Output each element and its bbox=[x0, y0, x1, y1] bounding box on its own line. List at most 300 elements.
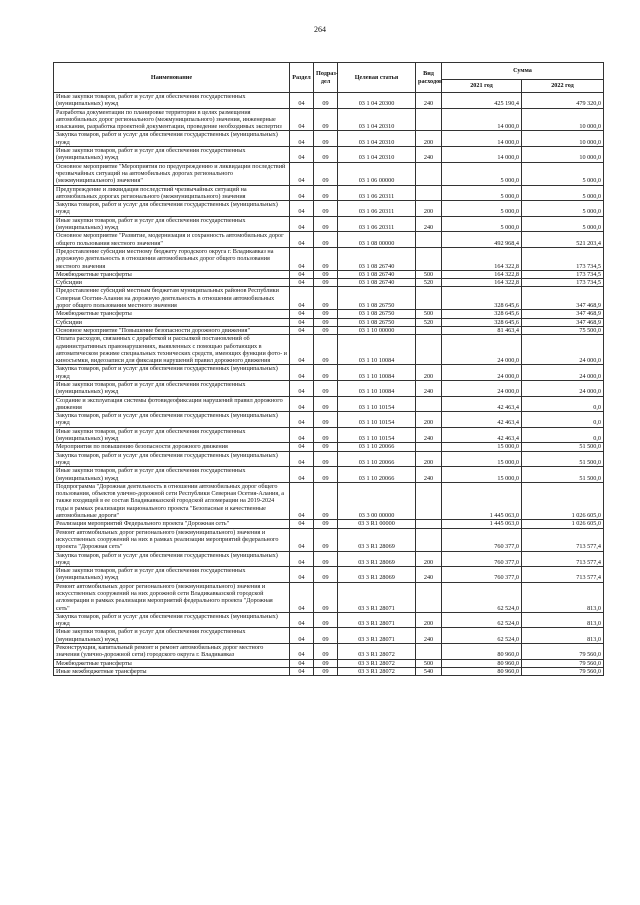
table-row bbox=[54, 427, 604, 443]
cell-sum-2022: 51 500,0 bbox=[522, 467, 604, 483]
cell-sum-2022: 5 000,0 bbox=[522, 162, 604, 185]
cell-sum-2021: 14 000,0 bbox=[442, 131, 522, 147]
cell-sum-2021: 62 524,0 bbox=[442, 582, 522, 612]
cell-name: Закупка товаров, работ и услуг для обеспечения государственных (муниципальных) нужд bbox=[54, 451, 290, 467]
header-expense-type: Вид расходов bbox=[416, 63, 442, 93]
cell-sum-2022: 79 560,0 bbox=[522, 644, 604, 660]
table-row bbox=[54, 216, 604, 232]
cell-expense-type: 240 bbox=[416, 467, 442, 483]
cell-expense-type: 200 bbox=[416, 551, 442, 567]
cell-sum-2022: 173 734,5 bbox=[522, 270, 604, 278]
cell-section: 04 bbox=[290, 335, 314, 365]
table-row bbox=[54, 108, 604, 131]
cell-expense-type bbox=[416, 287, 442, 310]
cell-subsection: 09 bbox=[314, 659, 338, 667]
table-row bbox=[54, 467, 604, 483]
cell-name: Закупка товаров, работ и услуг для обеспечения государственных (муниципальных) нужд bbox=[54, 131, 290, 147]
cell-sum-2021: 14 000,0 bbox=[442, 147, 522, 163]
cell-sum-2021: 425 190,4 bbox=[442, 93, 522, 109]
cell-subsection: 09 bbox=[314, 482, 338, 519]
cell-section: 04 bbox=[290, 451, 314, 467]
cell-expense-type: 500 bbox=[416, 270, 442, 278]
cell-target-article: 03 3 R1 28072 bbox=[338, 667, 416, 675]
cell-target-article: 03 3 R1 28071 bbox=[338, 628, 416, 644]
table-row bbox=[54, 482, 604, 519]
cell-target-article: 03 3 R1 00000 bbox=[338, 520, 416, 528]
cell-name: Создание и эксплуатация системы фотовидеофиксации нарушений правил дорожного движения bbox=[54, 396, 290, 412]
cell-expense-type: 240 bbox=[416, 93, 442, 109]
cell-sum-2021: 492 968,4 bbox=[442, 232, 522, 248]
cell-expense-type: 200 bbox=[416, 412, 442, 428]
cell-name: Иные закупки товаров, работ и услуг для обеспечения государственных (муниципальных) нужд bbox=[54, 380, 290, 396]
cell-name: Иные закупки товаров, работ и услуг для обеспечения государственных (муниципальных) нужд bbox=[54, 628, 290, 644]
table-row bbox=[54, 93, 604, 109]
cell-sum-2021: 5 000,0 bbox=[442, 201, 522, 217]
cell-section: 04 bbox=[290, 412, 314, 428]
cell-subsection: 09 bbox=[314, 380, 338, 396]
budget-table bbox=[53, 62, 604, 676]
cell-expense-type: 520 bbox=[416, 279, 442, 287]
table-row bbox=[54, 279, 604, 287]
cell-expense-type: 200 bbox=[416, 612, 442, 628]
table-row bbox=[54, 582, 604, 612]
cell-expense-type bbox=[416, 582, 442, 612]
cell-subsection: 09 bbox=[314, 318, 338, 326]
table-row bbox=[54, 667, 604, 675]
cell-name: Субсидии bbox=[54, 318, 290, 326]
cell-sum-2022: 51 500,0 bbox=[522, 451, 604, 467]
cell-sum-2022: 10 000,0 bbox=[522, 147, 604, 163]
cell-sum-2021: 42 463,4 bbox=[442, 412, 522, 428]
cell-name: Основное мероприятие "Повышение безопасности дорожного движения" bbox=[54, 326, 290, 334]
cell-subsection: 09 bbox=[314, 644, 338, 660]
cell-section: 04 bbox=[290, 582, 314, 612]
cell-subsection: 09 bbox=[314, 147, 338, 163]
cell-section: 04 bbox=[290, 482, 314, 519]
cell-sum-2022: 813,0 bbox=[522, 628, 604, 644]
cell-name: Межбюджетные трансферты bbox=[54, 659, 290, 667]
header-sum: Сумма bbox=[442, 63, 604, 80]
cell-subsection: 09 bbox=[314, 427, 338, 443]
cell-name: Закупка товаров, работ и услуг для обеспечения государственных (муниципальных) нужд bbox=[54, 201, 290, 217]
cell-subsection: 09 bbox=[314, 528, 338, 551]
cell-section: 04 bbox=[290, 567, 314, 583]
cell-subsection: 09 bbox=[314, 667, 338, 675]
cell-sum-2022: 79 560,0 bbox=[522, 659, 604, 667]
cell-subsection: 09 bbox=[314, 310, 338, 318]
cell-target-article: 03 1 06 20311 bbox=[338, 201, 416, 217]
table-row bbox=[54, 551, 604, 567]
cell-subsection: 09 bbox=[314, 287, 338, 310]
cell-section: 04 bbox=[290, 365, 314, 381]
cell-subsection: 09 bbox=[314, 467, 338, 483]
cell-sum-2022: 713 577,4 bbox=[522, 528, 604, 551]
cell-sum-2021: 164 322,8 bbox=[442, 270, 522, 278]
cell-target-article: 03 1 08 26750 bbox=[338, 318, 416, 326]
cell-sum-2022: 713 577,4 bbox=[522, 567, 604, 583]
cell-name: Иные межбюджетные трансферты bbox=[54, 667, 290, 675]
cell-subsection: 09 bbox=[314, 131, 338, 147]
cell-expense-type: 240 bbox=[416, 216, 442, 232]
cell-section: 04 bbox=[290, 467, 314, 483]
cell-sum-2021: 24 000,0 bbox=[442, 380, 522, 396]
cell-expense-type bbox=[416, 247, 442, 270]
cell-sum-2021: 80 960,0 bbox=[442, 667, 522, 675]
cell-section: 04 bbox=[290, 380, 314, 396]
cell-sum-2021: 24 000,0 bbox=[442, 335, 522, 365]
table-row bbox=[54, 628, 604, 644]
cell-sum-2022: 479 320,0 bbox=[522, 93, 604, 109]
cell-expense-type bbox=[416, 443, 442, 451]
table-row bbox=[54, 659, 604, 667]
cell-sum-2021: 5 000,0 bbox=[442, 216, 522, 232]
cell-subsection: 09 bbox=[314, 365, 338, 381]
table-row bbox=[54, 162, 604, 185]
cell-section: 04 bbox=[290, 659, 314, 667]
cell-sum-2021: 14 000,0 bbox=[442, 108, 522, 131]
cell-subsection: 09 bbox=[314, 247, 338, 270]
cell-expense-type bbox=[416, 185, 442, 201]
cell-expense-type: 500 bbox=[416, 310, 442, 318]
cell-name: Реализация мероприятий Федерального проекта "Дорожная сеть" bbox=[54, 520, 290, 528]
cell-section: 04 bbox=[290, 185, 314, 201]
cell-target-article: 03 1 10 20066 bbox=[338, 451, 416, 467]
cell-name: Субсидии bbox=[54, 279, 290, 287]
cell-name: Подпрограмма "Дорожная деятельность в отношении автомобильных дорог общего пользования, объектов улично-дорожной сети Республики Северная Осетия-Алания, а также входящей в ее состав Владикавказской городской агломерации на 2019-2024 годы в рамках реализации национального проекта "Безопасные и качественные автомобильные дороги" bbox=[54, 482, 290, 519]
cell-expense-type bbox=[416, 528, 442, 551]
cell-section: 04 bbox=[290, 427, 314, 443]
cell-subsection: 09 bbox=[314, 279, 338, 287]
cell-name: Иные закупки товаров, работ и услуг для обеспечения государственных (муниципальных) нужд bbox=[54, 427, 290, 443]
table-row bbox=[54, 147, 604, 163]
cell-subsection: 09 bbox=[314, 412, 338, 428]
table-header-row bbox=[54, 63, 604, 80]
cell-section: 04 bbox=[290, 279, 314, 287]
cell-name: Закупка товаров, работ и услуг для обеспечения государственных (муниципальных) нужд bbox=[54, 551, 290, 567]
cell-section: 04 bbox=[290, 247, 314, 270]
cell-expense-type bbox=[416, 162, 442, 185]
cell-subsection: 09 bbox=[314, 443, 338, 451]
cell-subsection: 09 bbox=[314, 551, 338, 567]
cell-name: Иные закупки товаров, работ и услуг для обеспечения государственных (муниципальных) нужд bbox=[54, 93, 290, 109]
cell-sum-2022: 347 468,9 bbox=[522, 310, 604, 318]
cell-sum-2022: 79 560,0 bbox=[522, 667, 604, 675]
cell-section: 04 bbox=[290, 93, 314, 109]
cell-section: 04 bbox=[290, 216, 314, 232]
header-section: Раздел bbox=[290, 63, 314, 93]
table-row bbox=[54, 335, 604, 365]
cell-sum-2021: 80 960,0 bbox=[442, 644, 522, 660]
table-row bbox=[54, 520, 604, 528]
cell-target-article: 03 3 R1 28069 bbox=[338, 567, 416, 583]
cell-subsection: 09 bbox=[314, 108, 338, 131]
table-row bbox=[54, 131, 604, 147]
cell-section: 04 bbox=[290, 628, 314, 644]
cell-sum-2021: 328 645,6 bbox=[442, 310, 522, 318]
page-number: 264 bbox=[314, 25, 326, 34]
cell-target-article: 03 1 10 00000 bbox=[338, 326, 416, 334]
cell-target-article: 03 1 10 20066 bbox=[338, 443, 416, 451]
cell-target-article: 03 3 R1 28069 bbox=[338, 528, 416, 551]
cell-sum-2022: 24 000,0 bbox=[522, 365, 604, 381]
cell-sum-2021: 62 524,0 bbox=[442, 628, 522, 644]
cell-name: Иные закупки товаров, работ и услуг для обеспечения государственных (муниципальных) нужд bbox=[54, 567, 290, 583]
cell-expense-type bbox=[416, 520, 442, 528]
cell-target-article: 03 1 08 26740 bbox=[338, 279, 416, 287]
cell-subsection: 09 bbox=[314, 396, 338, 412]
cell-target-article: 03 1 06 20311 bbox=[338, 185, 416, 201]
cell-sum-2022: 24 000,0 bbox=[522, 335, 604, 365]
cell-target-article: 03 1 04 20300 bbox=[338, 93, 416, 109]
cell-sum-2022: 1 026 605,0 bbox=[522, 520, 604, 528]
cell-sum-2021: 1 445 063,0 bbox=[442, 520, 522, 528]
cell-sum-2022: 813,0 bbox=[522, 582, 604, 612]
table-row bbox=[54, 612, 604, 628]
cell-target-article: 03 1 10 10154 bbox=[338, 427, 416, 443]
cell-target-article: 03 1 10 10084 bbox=[338, 335, 416, 365]
cell-subsection: 09 bbox=[314, 628, 338, 644]
cell-section: 04 bbox=[290, 318, 314, 326]
cell-sum-2021: 328 645,6 bbox=[442, 287, 522, 310]
cell-subsection: 09 bbox=[314, 326, 338, 334]
cell-target-article: 03 1 10 10084 bbox=[338, 365, 416, 381]
cell-sum-2022: 75 500,0 bbox=[522, 326, 604, 334]
cell-section: 04 bbox=[290, 287, 314, 310]
cell-sum-2021: 15 000,0 bbox=[442, 467, 522, 483]
cell-target-article: 03 1 06 20311 bbox=[338, 216, 416, 232]
cell-subsection: 09 bbox=[314, 201, 338, 217]
cell-section: 04 bbox=[290, 310, 314, 318]
cell-name: Иные закупки товаров, работ и услуг для обеспечения государственных (муниципальных) нужд bbox=[54, 467, 290, 483]
cell-target-article: 03 3 R1 28071 bbox=[338, 612, 416, 628]
cell-section: 04 bbox=[290, 147, 314, 163]
cell-sum-2022: 10 000,0 bbox=[522, 131, 604, 147]
cell-name: Мероприятия по повышению безопасности дорожного движения bbox=[54, 443, 290, 451]
cell-target-article: 03 3 R1 28069 bbox=[338, 551, 416, 567]
cell-name: Иные закупки товаров, работ и услуг для обеспечения государственных (муниципальных) нужд bbox=[54, 147, 290, 163]
cell-expense-type bbox=[416, 232, 442, 248]
table-row bbox=[54, 247, 604, 270]
cell-target-article: 03 1 04 20310 bbox=[338, 131, 416, 147]
cell-name: Основное мероприятие "Мероприятия по предупреждению и ликвидации последствий чрезвычайных ситуаций на автомобильных дорогах регионального (межмуниципального) значения" bbox=[54, 162, 290, 185]
cell-subsection: 09 bbox=[314, 582, 338, 612]
cell-sum-2022: 51 500,0 bbox=[522, 443, 604, 451]
cell-sum-2022: 0,0 bbox=[522, 396, 604, 412]
cell-subsection: 09 bbox=[314, 162, 338, 185]
cell-target-article: 03 1 08 26750 bbox=[338, 310, 416, 318]
cell-name: Межбюджетные трансферты bbox=[54, 310, 290, 318]
cell-name: Закупка товаров, работ и услуг для обеспечения государственных (муниципальных) нужд bbox=[54, 412, 290, 428]
cell-name: Закупка товаров, работ и услуг для обеспечения государственных (муниципальных) нужд bbox=[54, 612, 290, 628]
cell-target-article: 03 1 08 26740 bbox=[338, 247, 416, 270]
cell-target-article: 03 3 R1 28072 bbox=[338, 644, 416, 660]
cell-sum-2021: 760 377,0 bbox=[442, 567, 522, 583]
cell-section: 04 bbox=[290, 612, 314, 628]
cell-subsection: 09 bbox=[314, 451, 338, 467]
cell-subsection: 09 bbox=[314, 335, 338, 365]
cell-target-article: 03 1 08 26750 bbox=[338, 287, 416, 310]
cell-sum-2022: 10 000,0 bbox=[522, 108, 604, 131]
header-target-article: Целевая статья bbox=[338, 63, 416, 93]
cell-expense-type: 200 bbox=[416, 451, 442, 467]
cell-subsection: 09 bbox=[314, 520, 338, 528]
cell-sum-2021: 5 000,0 bbox=[442, 185, 522, 201]
cell-sum-2022: 347 468,9 bbox=[522, 318, 604, 326]
cell-subsection: 09 bbox=[314, 93, 338, 109]
table-row bbox=[54, 567, 604, 583]
cell-expense-type: 240 bbox=[416, 380, 442, 396]
cell-target-article: 03 1 10 20066 bbox=[338, 467, 416, 483]
cell-section: 04 bbox=[290, 270, 314, 278]
cell-section: 04 bbox=[290, 326, 314, 334]
cell-expense-type: 200 bbox=[416, 131, 442, 147]
cell-sum-2022: 347 468,9 bbox=[522, 287, 604, 310]
table-row bbox=[54, 232, 604, 248]
cell-target-article: 03 1 08 00000 bbox=[338, 232, 416, 248]
cell-name: Реконструкция, капитальный ремонт и ремонт автомобильных дорог местного значения (улично-дорожной сети) городского округа г. Владикавказ bbox=[54, 644, 290, 660]
cell-sum-2021: 5 000,0 bbox=[442, 162, 522, 185]
table-row bbox=[54, 318, 604, 326]
cell-sum-2021: 42 463,4 bbox=[442, 427, 522, 443]
cell-section: 04 bbox=[290, 443, 314, 451]
cell-target-article: 03 1 10 10084 bbox=[338, 380, 416, 396]
cell-section: 04 bbox=[290, 232, 314, 248]
cell-sum-2022: 813,0 bbox=[522, 612, 604, 628]
table-body bbox=[54, 93, 604, 676]
cell-expense-type bbox=[416, 644, 442, 660]
cell-sum-2021: 328 645,6 bbox=[442, 318, 522, 326]
cell-sum-2021: 15 000,0 bbox=[442, 451, 522, 467]
cell-subsection: 09 bbox=[314, 216, 338, 232]
cell-name: Иные закупки товаров, работ и услуг для обеспечения государственных (муниципальных) нужд bbox=[54, 216, 290, 232]
cell-sum-2022: 5 000,0 bbox=[522, 185, 604, 201]
cell-sum-2021: 164 322,8 bbox=[442, 247, 522, 270]
cell-sum-2022: 521 203,4 bbox=[522, 232, 604, 248]
cell-section: 04 bbox=[290, 162, 314, 185]
cell-name: Оплата расходов, связанных с доработкой и рассылкой постановлений об административных правонарушениях, выявленных с помощью работающих в автоматическом режиме специальных технических средств, имеющих функции фото- и киносъемки, видеозаписи для фиксации нарушений правил дорожного движения bbox=[54, 335, 290, 365]
cell-subsection: 09 bbox=[314, 232, 338, 248]
cell-target-article: 03 1 06 00000 bbox=[338, 162, 416, 185]
cell-target-article: 03 3 00 00000 bbox=[338, 482, 416, 519]
table-row bbox=[54, 287, 604, 310]
cell-sum-2021: 81 463,4 bbox=[442, 326, 522, 334]
cell-sum-2022: 1 026 605,0 bbox=[522, 482, 604, 519]
cell-section: 04 bbox=[290, 131, 314, 147]
cell-expense-type bbox=[416, 326, 442, 334]
cell-sum-2021: 1 445 063,0 bbox=[442, 482, 522, 519]
cell-expense-type: 540 bbox=[416, 667, 442, 675]
cell-section: 04 bbox=[290, 396, 314, 412]
cell-target-article: 03 1 10 10154 bbox=[338, 412, 416, 428]
cell-sum-2021: 15 000,0 bbox=[442, 443, 522, 451]
table-row bbox=[54, 443, 604, 451]
cell-expense-type bbox=[416, 108, 442, 131]
cell-sum-2021: 80 960,0 bbox=[442, 659, 522, 667]
header-subsection: Подраз- дел bbox=[314, 63, 338, 93]
cell-expense-type bbox=[416, 482, 442, 519]
cell-name: Межбюджетные трансферты bbox=[54, 270, 290, 278]
table-row bbox=[54, 270, 604, 278]
cell-section: 04 bbox=[290, 528, 314, 551]
cell-expense-type: 240 bbox=[416, 628, 442, 644]
cell-target-article: 03 3 R1 28072 bbox=[338, 659, 416, 667]
cell-expense-type: 240 bbox=[416, 427, 442, 443]
cell-expense-type bbox=[416, 396, 442, 412]
cell-sum-2021: 62 524,0 bbox=[442, 612, 522, 628]
table-row bbox=[54, 310, 604, 318]
cell-sum-2022: 5 000,0 bbox=[522, 216, 604, 232]
cell-target-article: 03 3 R1 28071 bbox=[338, 582, 416, 612]
cell-sum-2021: 42 463,4 bbox=[442, 396, 522, 412]
cell-name: Предоставление субсидии местному бюджету городского округа г. Владикавказ на дорожную деятельность в отношении автомобильных дорог общего пользования местного значения bbox=[54, 247, 290, 270]
cell-target-article: 03 1 10 10154 bbox=[338, 396, 416, 412]
table-row bbox=[54, 201, 604, 217]
cell-target-article: 03 1 04 20310 bbox=[338, 108, 416, 131]
header-year-2021: 2021 год bbox=[442, 80, 522, 93]
cell-subsection: 09 bbox=[314, 612, 338, 628]
cell-sum-2022: 5 000,0 bbox=[522, 201, 604, 217]
cell-name: Основное мероприятие "Развитие, модернизация и сохранность автомобильных дорог общего пользования местного значения" bbox=[54, 232, 290, 248]
table-row bbox=[54, 365, 604, 381]
cell-sum-2022: 173 734,5 bbox=[522, 279, 604, 287]
cell-expense-type: 240 bbox=[416, 147, 442, 163]
header-year-2022: 2022 год bbox=[522, 80, 604, 93]
table-row bbox=[54, 185, 604, 201]
cell-sum-2022: 713 577,4 bbox=[522, 551, 604, 567]
table-row bbox=[54, 644, 604, 660]
cell-section: 04 bbox=[290, 644, 314, 660]
cell-subsection: 09 bbox=[314, 567, 338, 583]
cell-name: Ремонт автомобильных дорог регионального (межмуниципального) значения и искусственных сооружений на них дорожной сети Владикавказской городской агломерации в рамках реализации мероприятий федерального проекта "Дорожная сеть" bbox=[54, 582, 290, 612]
cell-sum-2021: 760 377,0 bbox=[442, 551, 522, 567]
cell-sum-2022: 0,0 bbox=[522, 427, 604, 443]
table-row bbox=[54, 528, 604, 551]
header-name: Наименование bbox=[54, 63, 290, 93]
table-row bbox=[54, 396, 604, 412]
cell-name: Предупреждение и ликвидация последствий чрезвычайных ситуаций на автомобильных дорогах регионального (межмуниципального) значения bbox=[54, 185, 290, 201]
cell-sum-2022: 24 000,0 bbox=[522, 380, 604, 396]
cell-target-article: 03 1 08 26740 bbox=[338, 270, 416, 278]
cell-expense-type: 240 bbox=[416, 567, 442, 583]
cell-section: 04 bbox=[290, 108, 314, 131]
cell-sum-2021: 164 322,8 bbox=[442, 279, 522, 287]
cell-subsection: 09 bbox=[314, 185, 338, 201]
cell-sum-2022: 173 734,5 bbox=[522, 247, 604, 270]
cell-expense-type: 520 bbox=[416, 318, 442, 326]
cell-section: 04 bbox=[290, 520, 314, 528]
cell-sum-2022: 0,0 bbox=[522, 412, 604, 428]
table-row bbox=[54, 451, 604, 467]
table-row bbox=[54, 380, 604, 396]
cell-name: Ремонт автомобильных дорог регионального (межмуниципального) значения и искусственных сооружений на них в рамках реализации мероприятий федерального проекта "Дорожная сеть" bbox=[54, 528, 290, 551]
cell-expense-type bbox=[416, 335, 442, 365]
cell-sum-2021: 24 000,0 bbox=[442, 365, 522, 381]
cell-sum-2021: 760 377,0 bbox=[442, 528, 522, 551]
cell-section: 04 bbox=[290, 201, 314, 217]
cell-expense-type: 200 bbox=[416, 201, 442, 217]
cell-section: 04 bbox=[290, 667, 314, 675]
cell-target-article: 03 1 04 20310 bbox=[338, 147, 416, 163]
table-row bbox=[54, 326, 604, 334]
table-row bbox=[54, 412, 604, 428]
cell-name: Разработка документации по планировке территории в целях размещения автомобильных дорог регионального (межмуниципального) значения, инженерные изыскания, разработка проектной документации, проведение необходимых экспертиз bbox=[54, 108, 290, 131]
cell-subsection: 09 bbox=[314, 270, 338, 278]
cell-name: Закупка товаров, работ и услуг для обеспечения государственных (муниципальных) нужд bbox=[54, 365, 290, 381]
cell-expense-type: 200 bbox=[416, 365, 442, 381]
cell-section: 04 bbox=[290, 551, 314, 567]
cell-expense-type: 500 bbox=[416, 659, 442, 667]
cell-name: Предоставление субсидий местным бюджетам муниципальных районов Республики Северная Осетия-Алания на дорожную деятельность в отношении автомобильных дорог общего пользования местного значения bbox=[54, 287, 290, 310]
